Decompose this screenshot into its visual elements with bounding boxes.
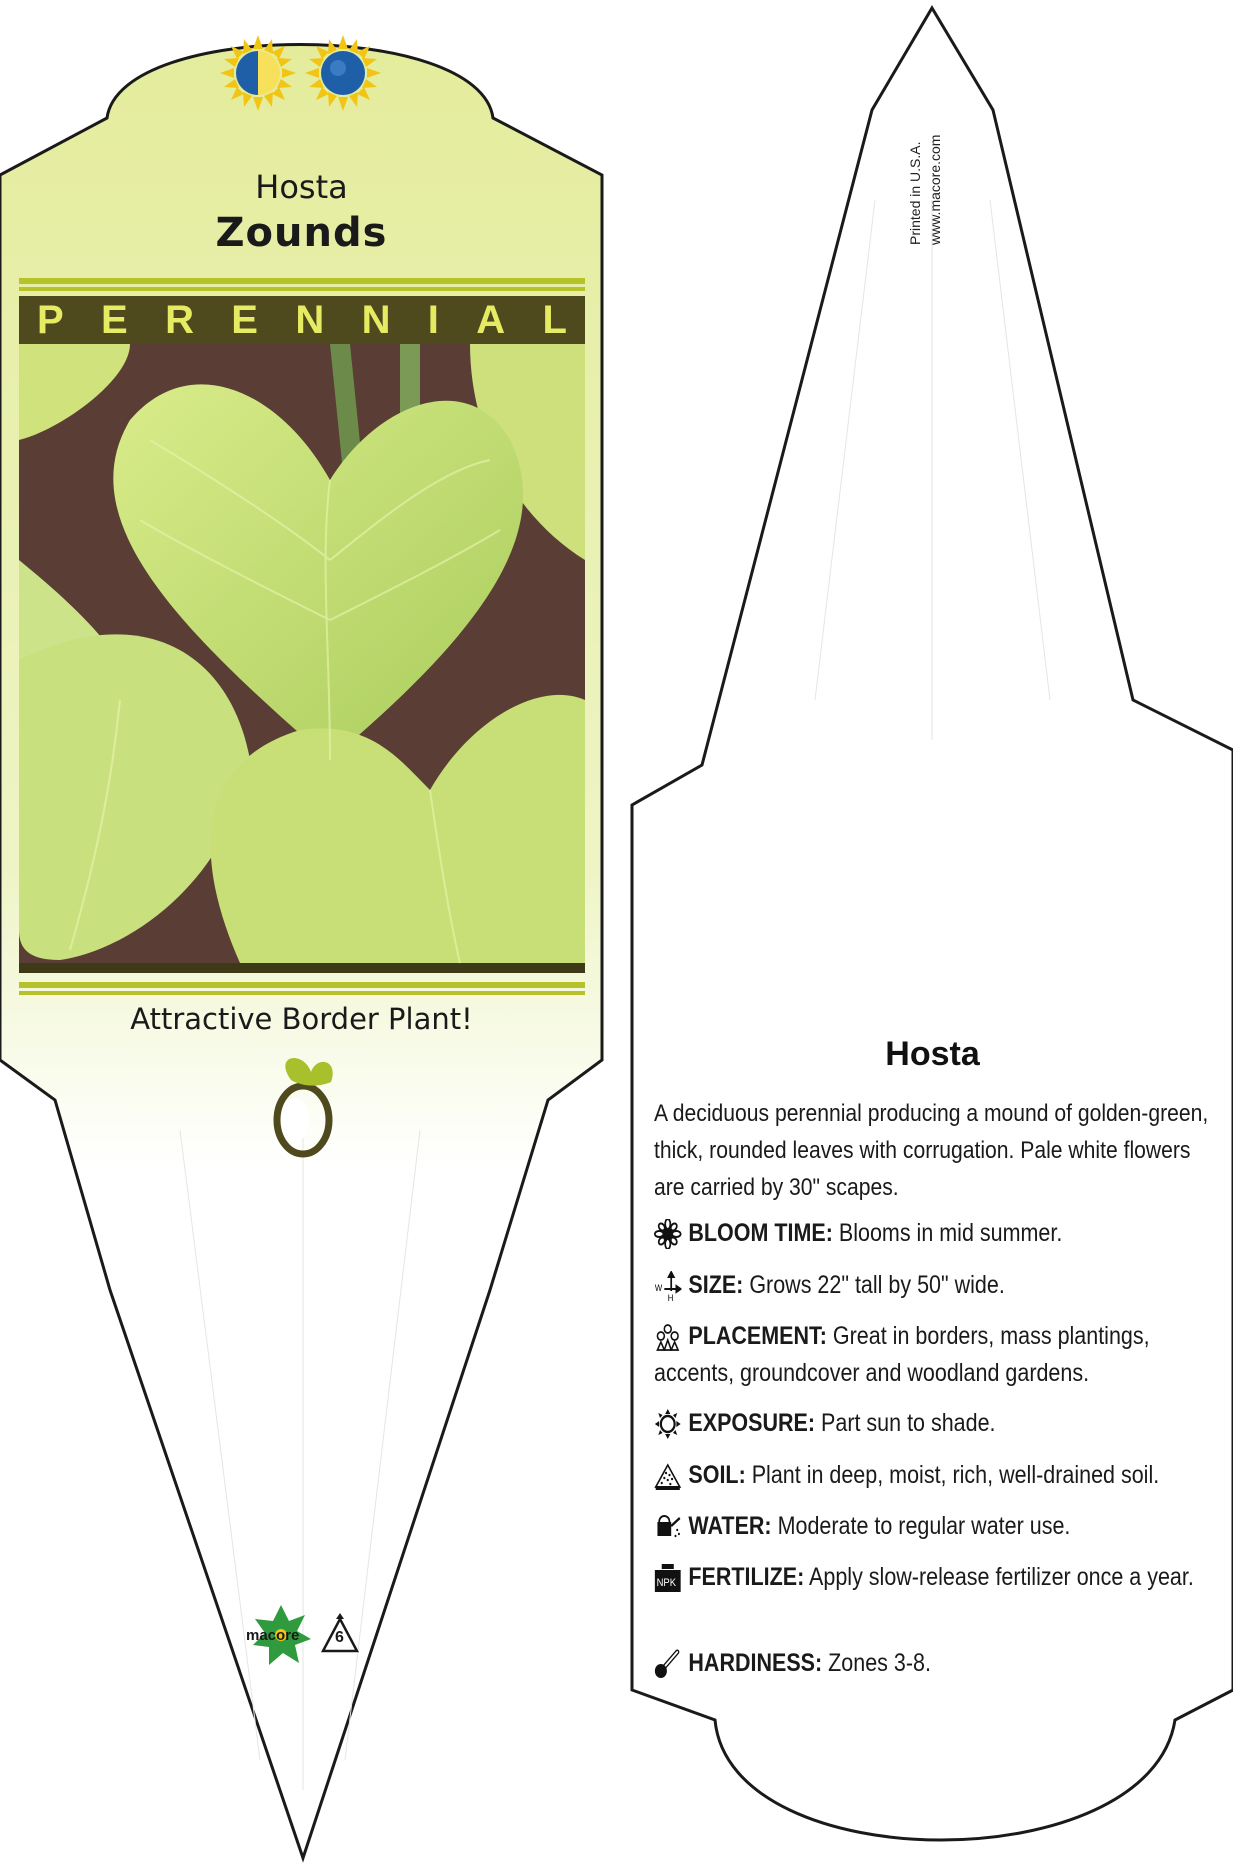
attr-soil [654, 1457, 1196, 1494]
watering-can-icon [654, 1512, 682, 1542]
attr-label: WATER: [688, 1512, 772, 1540]
category-letter: A [476, 297, 506, 342]
print-info [905, 95, 945, 245]
plant-description: A deciduous perennial producing a mound of golden-green, thick, rounded leaves with corrugation. Pale white flowers are carried by 30" scapes. [654, 1100, 1209, 1201]
attr-label: SIZE: [688, 1271, 744, 1299]
soil-icon [654, 1461, 682, 1491]
attr-size [654, 1267, 1196, 1304]
placement-icon [654, 1322, 682, 1352]
attr-value: Apply slow-release fertilizer once a year. [804, 1563, 1194, 1591]
category-letter: P [37, 297, 64, 342]
attr-value: Grows 22" tall by 50" wide. [743, 1271, 1005, 1299]
category-letter: N [295, 297, 325, 342]
attr-exposure [654, 1405, 1196, 1442]
plant-genus: Hosta [255, 168, 348, 206]
tagline: Attractive Border Plant! [130, 1002, 473, 1036]
npk-icon [654, 1563, 682, 1593]
attr-value: Plant in deep, moist, rich, well-drained soil. [745, 1461, 1160, 1489]
svg-text:NPK: NPK [656, 1577, 677, 1590]
svg-text:W: W [654, 1282, 663, 1294]
attr-label: SOIL: [688, 1461, 746, 1489]
attr-label: EXPOSURE: [688, 1409, 816, 1437]
attr-value: Part sun to shade. [815, 1409, 996, 1437]
svg-text:H: H [667, 1292, 674, 1302]
website: www.macore.com [927, 134, 943, 245]
recycle-number: 6 [335, 1629, 344, 1646]
attr-value: Moderate to regular water use. [771, 1512, 1071, 1540]
attr-fertilize [654, 1559, 1196, 1596]
attr-value: Great in borders, mass plantings, accents, groundcover and woodland gardens. [654, 1322, 1150, 1387]
category-letter: E [231, 297, 258, 342]
category-letter: N [361, 297, 391, 342]
sun-icon [654, 1409, 682, 1439]
printed-in: Printed in U.S.A. [907, 141, 923, 245]
attr-water [654, 1508, 1196, 1545]
category-band [19, 296, 585, 344]
category-letter: E [101, 297, 128, 342]
brand-logo-text: macore [246, 1627, 300, 1644]
plant-cultivar: Zounds [215, 210, 388, 256]
attr-bloom-time [654, 1215, 1196, 1252]
flower-icon [654, 1219, 682, 1249]
category-letter: R [165, 297, 194, 342]
attr-label: FERTILIZE: [688, 1563, 805, 1591]
size-icon [654, 1271, 682, 1301]
attr-label: BLOOM TIME: [688, 1219, 833, 1247]
attr-label: PLACEMENT: [688, 1322, 827, 1350]
attr-value: Blooms in mid summer. [832, 1219, 1063, 1247]
back-title: Hosta [885, 1035, 980, 1073]
attr-value: Zones 3-8. [822, 1649, 931, 1677]
thermometer-icon [654, 1649, 682, 1679]
category-letter: I [427, 297, 439, 342]
attr-placement [654, 1318, 1196, 1392]
attr-label: HARDINESS: [688, 1649, 823, 1677]
attr-hardiness [654, 1645, 1196, 1682]
category-letter: L [542, 297, 567, 342]
